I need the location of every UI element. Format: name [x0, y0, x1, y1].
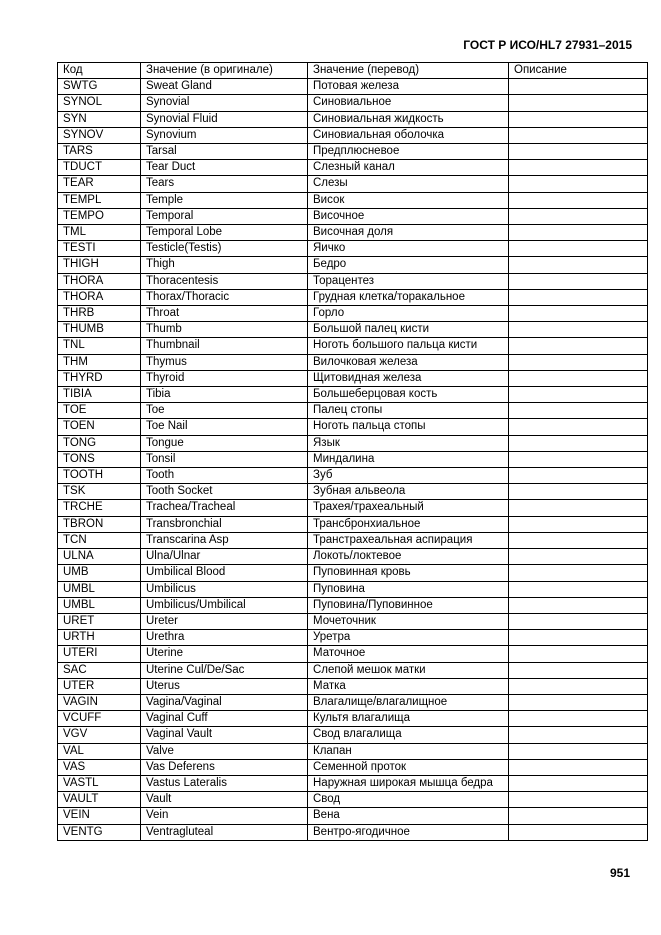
- table-cell: Trachea/Tracheal: [141, 500, 308, 516]
- table-cell: Vault: [141, 792, 308, 808]
- table-cell: Uterus: [141, 678, 308, 694]
- table-cell: Synovium: [141, 127, 308, 143]
- table-row: [58, 208, 648, 224]
- table-row: [58, 160, 648, 176]
- table-cell: TDUCT: [58, 160, 141, 176]
- table-cell: SYN: [58, 111, 141, 127]
- table-cell: TOE: [58, 403, 141, 419]
- table-cell: Tarsal: [141, 144, 308, 160]
- table-cell: [509, 613, 648, 629]
- table-row: [58, 711, 648, 727]
- table-row: [58, 419, 648, 435]
- table-row: [58, 144, 648, 160]
- table-cell: TCN: [58, 532, 141, 548]
- table-cell: UTERI: [58, 646, 141, 662]
- table-row: [58, 338, 648, 354]
- table-cell: [509, 370, 648, 386]
- table-cell: [509, 176, 648, 192]
- table-cell: Synovial Fluid: [141, 111, 308, 127]
- table-cell: Матка: [308, 678, 509, 694]
- table-cell: Наружная широкая мышца бедра: [308, 775, 509, 791]
- table-cell: [509, 403, 648, 419]
- table-cell: [509, 451, 648, 467]
- table-cell: [509, 192, 648, 208]
- table-header-row: [58, 63, 648, 79]
- table-cell: Яичко: [308, 241, 509, 257]
- table-cell: VEIN: [58, 808, 141, 824]
- table-cell: Транстрахеальная аспирация: [308, 532, 509, 548]
- table-row: [58, 743, 648, 759]
- table-cell: Ноготь большого пальца кисти: [308, 338, 509, 354]
- table-row: [58, 111, 648, 127]
- table-cell: TRCHE: [58, 500, 141, 516]
- table-cell: [509, 257, 648, 273]
- table-cell: [509, 824, 648, 840]
- table-cell: [509, 322, 648, 338]
- table-cell: [509, 500, 648, 516]
- table-body: [58, 79, 648, 841]
- table-cell: Vein: [141, 808, 308, 824]
- table-cell: TIBIA: [58, 387, 141, 403]
- table-cell: [509, 759, 648, 775]
- table-cell: UTER: [58, 678, 141, 694]
- table-cell: Пуповина/Пуповинное: [308, 597, 509, 613]
- page-number: 951: [609, 866, 630, 880]
- table-cell: Umbilicus/Umbilical: [141, 597, 308, 613]
- table-cell: Vaginal Cuff: [141, 711, 308, 727]
- table-cell: Синовиальное: [308, 95, 509, 111]
- table-cell: TBRON: [58, 516, 141, 532]
- table-cell: TEMPL: [58, 192, 141, 208]
- table-cell: Торацентез: [308, 273, 509, 289]
- table-cell: [509, 306, 648, 322]
- table-cell: SYNOV: [58, 127, 141, 143]
- table-row: [58, 792, 648, 808]
- table-cell: Urethra: [141, 630, 308, 646]
- table-cell: Thymus: [141, 354, 308, 370]
- table-cell: SAC: [58, 662, 141, 678]
- table-cell: Трансбронхиальное: [308, 516, 509, 532]
- table-cell: VGV: [58, 727, 141, 743]
- table-cell: Throat: [141, 306, 308, 322]
- table-cell: Трахея/трахеальный: [308, 500, 509, 516]
- table-cell: [509, 354, 648, 370]
- table-cell: TONG: [58, 435, 141, 451]
- table-cell: [509, 419, 648, 435]
- table-cell: Пуповинная кровь: [308, 565, 509, 581]
- table-row: [58, 759, 648, 775]
- table-cell: [509, 241, 648, 257]
- table-cell: [509, 338, 648, 354]
- table-cell: [509, 127, 648, 143]
- table-cell: Thumb: [141, 322, 308, 338]
- table-cell: Культя влагалища: [308, 711, 509, 727]
- table-row: [58, 678, 648, 694]
- table-cell: [509, 111, 648, 127]
- table-cell: UMBL: [58, 581, 141, 597]
- table-cell: THORA: [58, 289, 141, 305]
- table-cell: [509, 95, 648, 111]
- table-cell: Tibia: [141, 387, 308, 403]
- table-cell: ULNA: [58, 549, 141, 565]
- table-cell: Uterine Cul/De/Sac: [141, 662, 308, 678]
- document-header: ГОСТ Р ИСО/HL7 27931–2015: [463, 38, 632, 52]
- table-cell: VASTL: [58, 775, 141, 791]
- table-cell: Temporal: [141, 208, 308, 224]
- table-cell: SYNOL: [58, 95, 141, 111]
- table-cell: Зуб: [308, 468, 509, 484]
- table-cell: Грудная клетка/торакальное: [308, 289, 509, 305]
- table-row: [58, 597, 648, 613]
- table-cell: [509, 727, 648, 743]
- table-row: [58, 468, 648, 484]
- table-cell: TEAR: [58, 176, 141, 192]
- table-cell: TONS: [58, 451, 141, 467]
- table-row: [58, 225, 648, 241]
- table-cell: Слезный канал: [308, 160, 509, 176]
- table-cell: Vaginal Vault: [141, 727, 308, 743]
- table-cell: [509, 549, 648, 565]
- table-cell: Vas Deferens: [141, 759, 308, 775]
- table-cell: [509, 160, 648, 176]
- table-cell: Thyroid: [141, 370, 308, 386]
- table-cell: [509, 775, 648, 791]
- table-row: [58, 824, 648, 840]
- table-cell: Testicle(Testis): [141, 241, 308, 257]
- table-cell: Палец стопы: [308, 403, 509, 419]
- table-cell: Vagina/Vaginal: [141, 694, 308, 710]
- table-cell: Висок: [308, 192, 509, 208]
- table-cell: Большеберцовая кость: [308, 387, 509, 403]
- table-row: [58, 257, 648, 273]
- table-cell: Синовиальная жидкость: [308, 111, 509, 127]
- table-cell: TML: [58, 225, 141, 241]
- table-cell: Transcarina Asp: [141, 532, 308, 548]
- table-cell: Toe Nail: [141, 419, 308, 435]
- table-cell: Temple: [141, 192, 308, 208]
- table-cell: THYRD: [58, 370, 141, 386]
- table-cell: Tooth Socket: [141, 484, 308, 500]
- table-cell: VAS: [58, 759, 141, 775]
- table-row: [58, 176, 648, 192]
- table-cell: Мочеточник: [308, 613, 509, 629]
- table-cell: Ureter: [141, 613, 308, 629]
- table-cell: [509, 435, 648, 451]
- table-row: [58, 370, 648, 386]
- table-row: [58, 95, 648, 111]
- table-row: [58, 354, 648, 370]
- table-cell: Tears: [141, 176, 308, 192]
- table-cell: Бедро: [308, 257, 509, 273]
- table-cell: Ventragluteal: [141, 824, 308, 840]
- table-row: [58, 549, 648, 565]
- table-cell: URET: [58, 613, 141, 629]
- table-cell: Горло: [308, 306, 509, 322]
- table-cell: Височное: [308, 208, 509, 224]
- table-cell: [509, 208, 648, 224]
- table-cell: VAULT: [58, 792, 141, 808]
- table-row: [58, 273, 648, 289]
- table-cell: [509, 694, 648, 710]
- table-cell: Вентро-ягодичное: [308, 824, 509, 840]
- table-row: [58, 613, 648, 629]
- table-cell: Ulna/Ulnar: [141, 549, 308, 565]
- table-cell: Слепой мешок матки: [308, 662, 509, 678]
- table-cell: Thigh: [141, 257, 308, 273]
- table-cell: TOOTH: [58, 468, 141, 484]
- table-cell: Transbronchial: [141, 516, 308, 532]
- table-cell: UMBL: [58, 597, 141, 613]
- table-row: [58, 565, 648, 581]
- table-cell: Thorax/Thoracic: [141, 289, 308, 305]
- table-cell: [509, 630, 648, 646]
- table-row: [58, 646, 648, 662]
- table-cell: THRB: [58, 306, 141, 322]
- column-header: Описание: [509, 63, 648, 79]
- table-row: [58, 322, 648, 338]
- table-row: [58, 127, 648, 143]
- table-cell: [509, 484, 648, 500]
- table-row: [58, 516, 648, 532]
- table-cell: [509, 79, 648, 95]
- table-cell: [509, 516, 648, 532]
- table-cell: VAGIN: [58, 694, 141, 710]
- table-cell: Слезы: [308, 176, 509, 192]
- table-cell: VCUFF: [58, 711, 141, 727]
- table-cell: Tonsil: [141, 451, 308, 467]
- table-row: [58, 630, 648, 646]
- table-cell: [509, 468, 648, 484]
- table-cell: Маточное: [308, 646, 509, 662]
- table-cell: Uterine: [141, 646, 308, 662]
- column-header: Значение (перевод): [308, 63, 509, 79]
- table-cell: Предплюсневое: [308, 144, 509, 160]
- table-cell: URTH: [58, 630, 141, 646]
- table-cell: Большой палец кисти: [308, 322, 509, 338]
- table-row: [58, 581, 648, 597]
- code-table: [57, 62, 648, 841]
- table-cell: Свод: [308, 792, 509, 808]
- table-row: [58, 306, 648, 322]
- table-cell: TEMPO: [58, 208, 141, 224]
- table-cell: [509, 387, 648, 403]
- table-cell: TSK: [58, 484, 141, 500]
- table-cell: TARS: [58, 144, 141, 160]
- table-cell: [509, 225, 648, 241]
- table-cell: Потовая железа: [308, 79, 509, 95]
- table-row: [58, 775, 648, 791]
- table-cell: Семенной проток: [308, 759, 509, 775]
- table-cell: Влагалище/влагалищное: [308, 694, 509, 710]
- table-row: [58, 532, 648, 548]
- table-cell: Temporal Lobe: [141, 225, 308, 241]
- table-cell: VAL: [58, 743, 141, 759]
- column-header: Значение (в оригинале): [141, 63, 308, 79]
- table-cell: Umbilicus: [141, 581, 308, 597]
- table-cell: [509, 792, 648, 808]
- table-cell: THORA: [58, 273, 141, 289]
- table-cell: [509, 144, 648, 160]
- table-cell: Ноготь пальца стопы: [308, 419, 509, 435]
- table-cell: [509, 678, 648, 694]
- table-row: [58, 387, 648, 403]
- table-cell: [509, 597, 648, 613]
- table-cell: Umbilical Blood: [141, 565, 308, 581]
- table-cell: THUMB: [58, 322, 141, 338]
- table-row: [58, 241, 648, 257]
- table-row: [58, 808, 648, 824]
- table-row: [58, 451, 648, 467]
- table-cell: Уретра: [308, 630, 509, 646]
- table-row: [58, 484, 648, 500]
- table-cell: UMB: [58, 565, 141, 581]
- table-cell: [509, 808, 648, 824]
- table-cell: Вена: [308, 808, 509, 824]
- table-cell: Vastus Lateralis: [141, 775, 308, 791]
- table-cell: Thoracentesis: [141, 273, 308, 289]
- table-cell: Локоть/локтевое: [308, 549, 509, 565]
- table-cell: Tooth: [141, 468, 308, 484]
- table-cell: Язык: [308, 435, 509, 451]
- table-row: [58, 192, 648, 208]
- table-row: [58, 694, 648, 710]
- table-cell: [509, 581, 648, 597]
- table-cell: TESTI: [58, 241, 141, 257]
- table-cell: Tear Duct: [141, 160, 308, 176]
- table-cell: Thumbnail: [141, 338, 308, 354]
- table-cell: [509, 532, 648, 548]
- table-cell: Миндалина: [308, 451, 509, 467]
- table-cell: Пуповина: [308, 581, 509, 597]
- column-header: Код: [58, 63, 141, 79]
- table-cell: Tongue: [141, 435, 308, 451]
- table-cell: [509, 743, 648, 759]
- table-cell: THM: [58, 354, 141, 370]
- table-cell: [509, 711, 648, 727]
- table-cell: TNL: [58, 338, 141, 354]
- table-cell: Synovial: [141, 95, 308, 111]
- table-cell: Свод влагалища: [308, 727, 509, 743]
- table-row: [58, 79, 648, 95]
- table-cell: [509, 289, 648, 305]
- table-cell: SWTG: [58, 79, 141, 95]
- table-cell: THIGH: [58, 257, 141, 273]
- table-cell: [509, 273, 648, 289]
- table-cell: [509, 565, 648, 581]
- table-cell: Височная доля: [308, 225, 509, 241]
- table-cell: TOEN: [58, 419, 141, 435]
- table-cell: Зубная альвеола: [308, 484, 509, 500]
- table-row: [58, 403, 648, 419]
- table-cell: Клапан: [308, 743, 509, 759]
- table-cell: Valve: [141, 743, 308, 759]
- table-cell: Вилочковая железа: [308, 354, 509, 370]
- table-cell: Sweat Gland: [141, 79, 308, 95]
- table-row: [58, 662, 648, 678]
- table-cell: VENTG: [58, 824, 141, 840]
- table-row: [58, 435, 648, 451]
- table-row: [58, 500, 648, 516]
- table-cell: Щитовидная железа: [308, 370, 509, 386]
- table-cell: [509, 662, 648, 678]
- table-cell: Синовиальная оболочка: [308, 127, 509, 143]
- table-cell: Toe: [141, 403, 308, 419]
- table-row: [58, 289, 648, 305]
- table-row: [58, 727, 648, 743]
- table-cell: [509, 646, 648, 662]
